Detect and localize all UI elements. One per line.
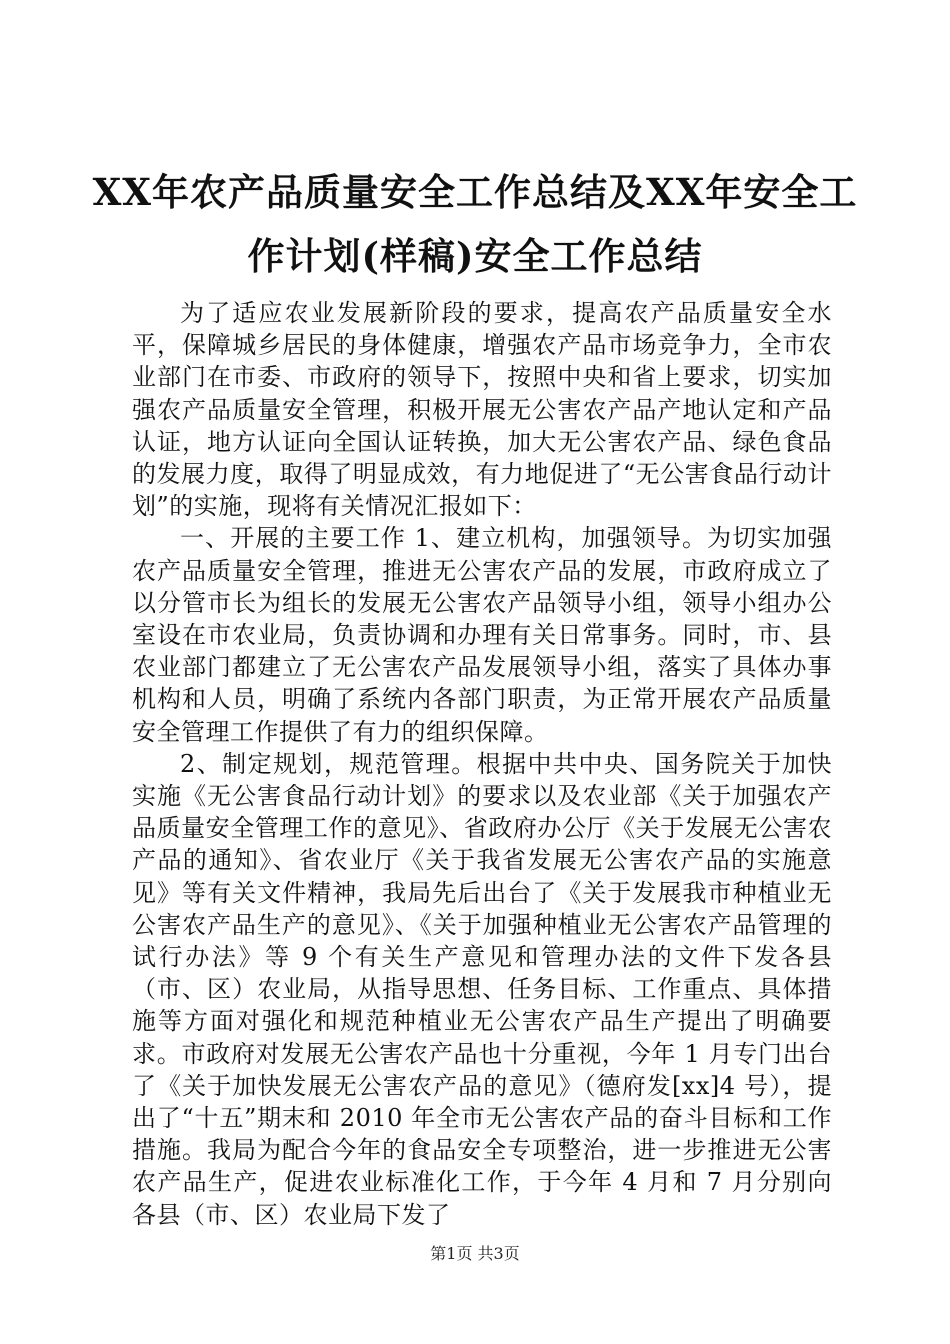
paragraph-intro: 为了适应农业发展新阶段的要求，提高农产品质量安全水平，保障城乡居民的身体健康，增强农产品市场竞争力，全市农业部门在市委、市政府的领导下，按照中央和省上要求，切实加强农产品质量安全管理，积极开展无公害农产品产地认定和产品认证，地方认证向全国认证转换，加大无公害农产品、绿色食品的发展力度，取得了明显成效，有力地促进了“无公害食品行动计划”的实施，现将有关情况汇报如下： bbox=[132, 299, 832, 521]
document-title: XX年农产品质量安全工作总结及XX年安全工作计划(样稿)安全工作总结 bbox=[92, 170, 858, 278]
document-body bbox=[132, 297, 832, 1231]
paragraph-section-1: 一、开展的主要工作 1、建立机构，加强领导。为切实加强农产品质量安全管理，推进无公害农产品的发展，市政府成立了以分管市长为组长的发展无公害农产品领导小组，领导小组办公室设在市农业局，负责协调和办理有关日常事务。同时，市、县农业部门都建立了无公害农产品发展领导小组，落实了具体办事机构和人员，明确了系统内各部门职责，为正常开展农产品质量安全管理工作提供了有力的组织保障。 bbox=[132, 524, 832, 746]
page-number-footer: 第1页 共3页 bbox=[430, 1244, 520, 1263]
paragraph-section-2: 2、制定规划，规范管理。根据中共中央、国务院关于加快实施《无公害食品行动计划》的要求以及农业部《关于加强农产品质量安全管理工作的意见》、省政府办公厅《关于发展无公害农产品的通知》、省农业厅《关于我省发展无公害农产品的实施意见》等有关文件精神，我局先后出台了《关于发展我市种植业无公害农产品生产的意见》、《关于加强种植业无公害农产品管理的试行办法》等 9 个有关生产意见和管理办法的文件下发各县（市、区）农业局，从指导思想、任务目标、工作重点、具体措施等方面对强化和规范种植业无公害农产品生产提出了明确要求。市政府对发展无公害农产品也十分重视，今年 1 月专门出台了《关于加快发展无公害农产品的意见》（德府发[xx]4 号），提出了“十五”期末和 2010 年全市无公害农产品的奋斗目标和工作措施。我局为配合今年的食品安全专项整治，进一步推进无公害农产品生产，促进农业标准化工作，于今年 4 月和 7 月分别向各县（市、区）农业局下发了 bbox=[132, 749, 832, 1229]
